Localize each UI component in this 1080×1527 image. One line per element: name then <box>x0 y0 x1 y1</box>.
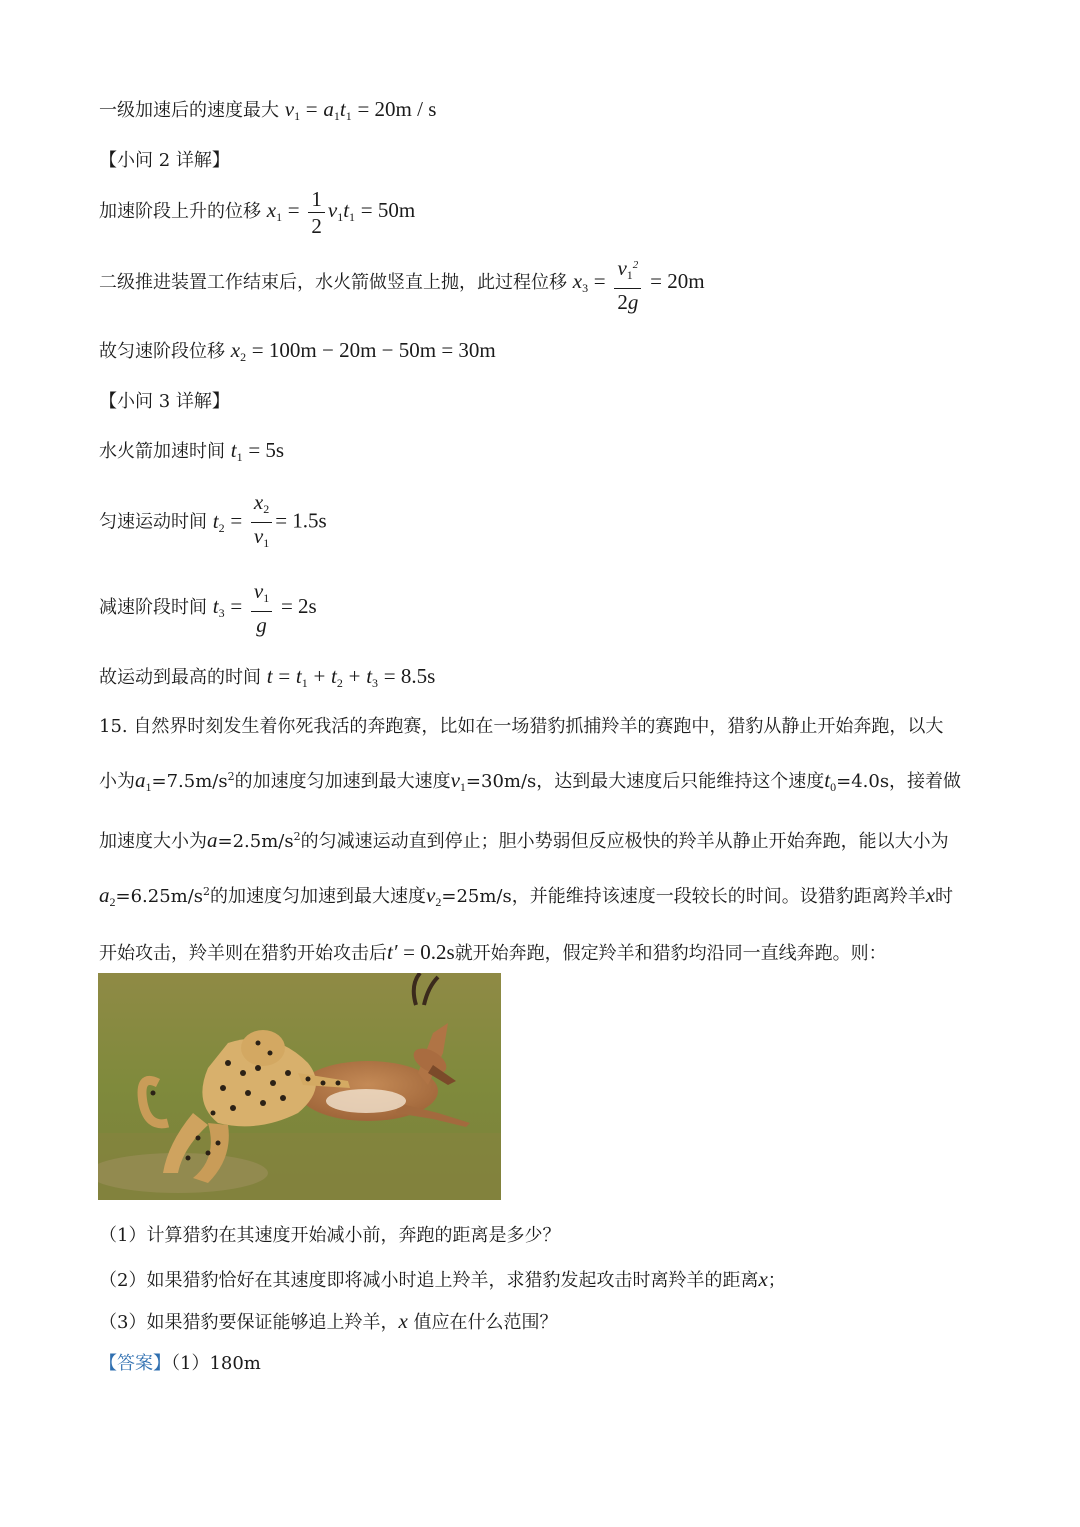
subquestion-1: （1）计算猎豹在其速度开始减小前，奔跑的距离是多少？ <box>99 1225 561 1246</box>
line-uniform-time: 匀速运动时间 $t_2$ = $\frac{x_2}{v_1}$ = 1.5s <box>99 490 327 550</box>
line-max-speed: 一级加速后的速度最大 $v_1 = a_1t_1 = 20m / s$ <box>99 97 437 123</box>
question-15 <box>99 702 984 979</box>
subquestion-2: （2）如果猎豹恰好在其速度即将减小时追上羚羊，求猎豹发起攻击时离羚羊的距离x； <box>99 1267 786 1291</box>
q15-line-5: 开始攻击，羚羊则在猎豹开始攻击后t′ = 0.2s就开始奔跑，假定羚羊和猎豹均沿同一直线奔跑。则： <box>99 940 887 964</box>
answer-text: （1）180m <box>171 1353 261 1374</box>
line-accel-time: 水火箭加速时间 $t_1 = 5s$ <box>99 438 285 464</box>
answer-label: 【答案】 <box>99 1353 171 1374</box>
line-decel-time: 减速阶段时间 $t_3$ = $\frac{v_1}{g}$ = 2s <box>99 579 317 637</box>
q15-line-2: 小为$a_1=7.5m/s^2$的加速度匀加速到最大速度$v_1=30m/s$，达到最大速度后只能维持这个速度$t_0=4.0s$，接着做 <box>99 768 962 794</box>
q15-line-3: 加速度大小为$a=2.5m/s^2$的匀减速运动直到停止；胆小势弱但反应极快的羚羊从静止开始奔跑，能以大小为 <box>99 828 949 852</box>
heading-subquestion-3: 【小问 3 详解】 <box>99 391 230 412</box>
subquestion-3: （3）如果猎豹要保证能够追上羚羊，x 值应在什么范围？ <box>99 1309 558 1333</box>
line-uniform-displacement: 故匀速阶段位移 $x_2 = 100m - 20m - 50m = 30m$ <box>99 338 496 364</box>
q15-line-4: $a_2=6.25m/s^2$的加速度匀加速到最大速度$v_2=25m/s$，并能维持该速度一段较长的时间。设猎豹距离羚羊x时 <box>99 883 954 909</box>
q15-line-1: 15. 自然界时刻发生着你死我活的奔跑赛，比如在一场猎豹抓捕羚羊的赛跑中，猎豹从静止开始奔跑，以大 <box>99 716 944 737</box>
heading-subquestion-2: 【小问 2 详解】 <box>99 150 230 171</box>
cheetah-antelope-photo <box>98 973 501 1200</box>
answer-line <box>99 1351 261 1377</box>
line-accel-displacement: 加速阶段上升的位移 $x_1$ = $\frac{1}{2}$ $v_1t_1 = 50m$ <box>99 186 416 238</box>
line-total-time: 故运动到最高的时间 $t = t_1 + t_2 + t_3 = 8.5s$ <box>99 664 436 690</box>
line-projectile-displacement: 二级推进装置工作结束后，水火箭做竖直上抛，此过程位移 $x_3$ = $\frac{v_1^2}{2g}$ = 20m <box>99 250 705 319</box>
